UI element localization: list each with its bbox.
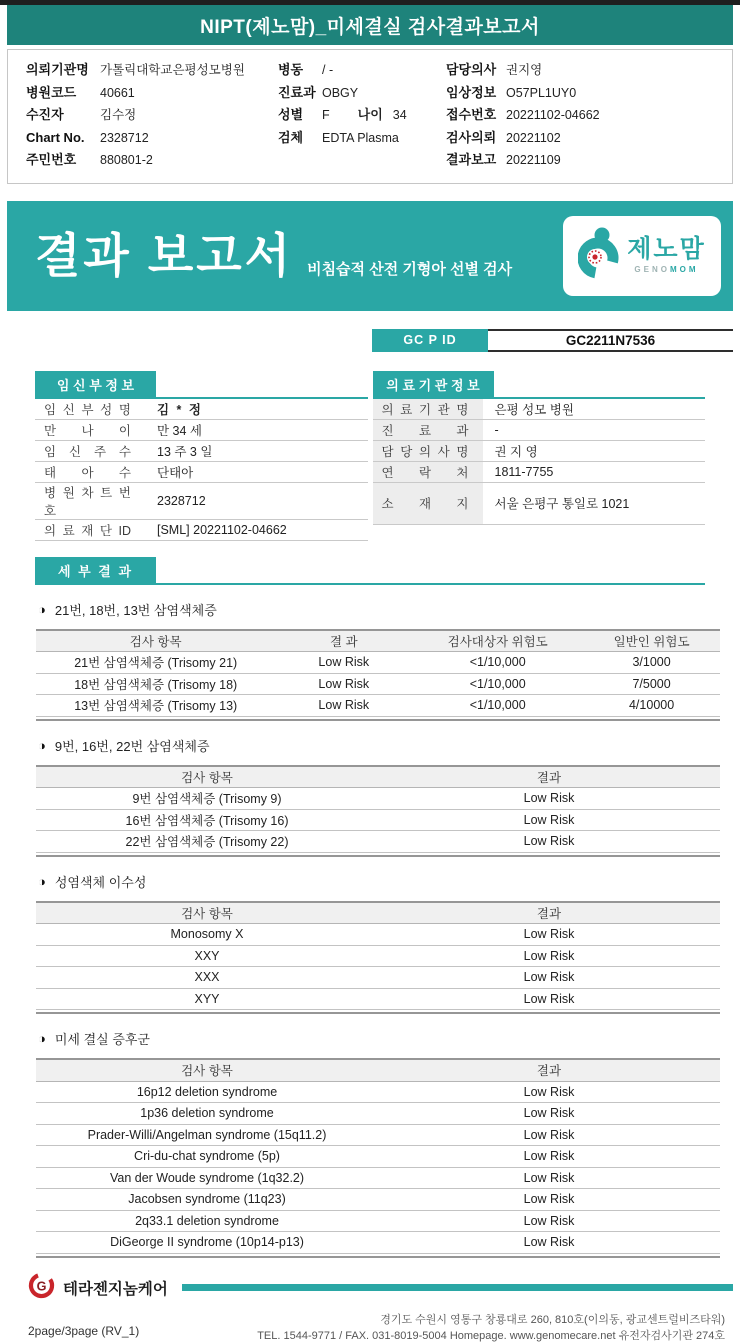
field-label: 나이: [357, 107, 383, 122]
page-footer: [28, 1272, 733, 1344]
field-label: 수진자: [26, 107, 64, 122]
table-cell: Van der Woude syndrome (1q32.2): [109, 1170, 305, 1185]
field-label: 주민번호: [26, 152, 77, 167]
info-row-value: -: [494, 422, 499, 437]
result-section-heading: [38, 1029, 740, 1048]
table-row: [36, 674, 720, 696]
field-value: OBGY: [322, 85, 359, 100]
info-row: [35, 462, 368, 483]
patient-header-row: [278, 104, 446, 127]
info-row: [35, 520, 368, 541]
result-table: [36, 629, 720, 721]
patient-header-row: [446, 104, 732, 127]
info-row: [373, 483, 706, 525]
result-table-body: [36, 924, 720, 1010]
info-row: [35, 441, 368, 462]
table-cell: Low Risk: [523, 1084, 575, 1099]
field-label: 검사의뢰: [446, 129, 497, 145]
clinic-info-table: [373, 371, 706, 541]
table-cell: 18번 삼염색체증 (Trisomy 18): [74, 677, 238, 692]
table-cell: Low Risk: [318, 676, 370, 691]
info-row-label-text: 의 료 기 관 명: [381, 402, 469, 417]
field-label: 진료과: [278, 84, 316, 100]
table-cell: XXX: [194, 970, 220, 985]
column-header: 검사대상자 위험도: [447, 634, 548, 649]
table-cell: Monosomy X: [170, 927, 244, 942]
field-label: 병동: [278, 62, 304, 77]
result-section-heading-text: 21번, 18번, 13번 삼염색체증: [54, 602, 217, 618]
table-cell: Jacobsen syndrome (11q23): [128, 1192, 286, 1207]
table-cell: 4/10000: [628, 698, 675, 713]
table-cell: <1/10,000: [469, 698, 526, 713]
table-cell: Low Risk: [523, 1192, 575, 1207]
result-table: [36, 1058, 720, 1258]
field-value: 34: [392, 108, 407, 122]
field-value: 40661: [100, 85, 135, 100]
report-title-bar: [7, 5, 733, 45]
result-table-header-row: [36, 631, 720, 653]
svg-text:G: G: [36, 1279, 47, 1294]
info-row-value: 13 주 3 일: [157, 444, 213, 459]
table-row: [36, 1082, 720, 1104]
field-value: 20221102-04662: [506, 108, 600, 122]
table-cell: 9번 삼염색체증 (Trisomy 9): [132, 792, 282, 807]
patient-header-row: [26, 104, 278, 127]
column-header: 일반인 위험도: [613, 634, 690, 649]
table-row: [36, 924, 720, 946]
result-table: [36, 765, 720, 857]
info-row: [35, 420, 368, 441]
table-row: [36, 946, 720, 968]
table-cell: 16번 삼염색체증 (Trisomy 16): [125, 813, 289, 828]
field-label: 담당의사: [446, 62, 497, 77]
info-row-value: 권 지 영: [494, 444, 538, 459]
half-circle-bullet-icon: ◑: [38, 737, 46, 753]
table-cell: Low Risk: [523, 991, 575, 1006]
info-row: [35, 399, 368, 420]
table-row: [36, 967, 720, 989]
patient-header-row: [278, 82, 446, 105]
banner-subtitle: 비침습적 산전 기형아 선별 검사: [307, 261, 513, 278]
table-cell: XYY: [194, 991, 220, 1006]
result-table-header-row: [36, 767, 720, 789]
info-row-value: 서울 은평구 통일로 1021: [494, 497, 630, 511]
table-cell: Low Risk: [523, 1170, 575, 1185]
table-cell: Low Risk: [523, 812, 575, 827]
column-header: 검사 항목: [181, 906, 233, 921]
footer-page-number: 2page/3page (RV_1): [28, 1323, 140, 1338]
info-row-label: [373, 420, 483, 440]
table-cell: Low Risk: [523, 1149, 575, 1164]
info-tables: [35, 371, 705, 541]
table-cell: XXY: [194, 948, 220, 963]
info-row-label-text: 소 재 지: [381, 497, 469, 511]
field-value: EDTA Plasma: [322, 130, 399, 145]
info-row-label: 임 신 부 성 명: [44, 402, 131, 417]
info-row: [35, 483, 368, 520]
column-header: 결 과: [329, 634, 358, 649]
patient-header-row: [446, 82, 732, 105]
detail-results-title: 세 부 결 과: [35, 557, 156, 583]
info-row-label: 의 료 재 단 ID: [44, 523, 131, 538]
table-row: [36, 810, 720, 832]
field-label: 성별: [278, 107, 304, 122]
table-cell: Prader-Willi/Angelman syndrome (15q11.2): [87, 1127, 327, 1142]
table-cell: Cri-du-chat syndrome (5p): [134, 1149, 280, 1164]
info-row-label: 태 아 수: [44, 465, 131, 480]
info-row-label: 만 나 이: [44, 423, 131, 438]
field-label: 검체: [278, 129, 304, 145]
genomom-logo: [563, 216, 721, 296]
info-row-label: 병 원 차 트 번 호: [44, 485, 131, 518]
result-section-heading: [38, 736, 740, 755]
result-table-header-row: [36, 903, 720, 925]
info-row: [373, 441, 706, 462]
field-value: 권지영: [506, 63, 543, 77]
field-value: 20221109: [506, 153, 561, 167]
info-row: [373, 420, 706, 441]
table-cell: 21번 삼염색체증 (Trisomy 21): [74, 656, 238, 671]
gcp-id-label: GC P ID: [372, 329, 488, 352]
footer-teal-bar: [182, 1284, 733, 1291]
info-row-value: 만 34 세: [157, 423, 202, 438]
mother-baby-icon: [578, 226, 620, 285]
table-cell: Low Risk: [523, 970, 575, 985]
table-cell: 13번 삼염색체증 (Trisomy 13): [74, 699, 238, 714]
field-value: 2328712: [100, 130, 149, 145]
table-cell: 2q33.1 deletion syndrome: [135, 1213, 279, 1228]
field-label: 임상정보: [446, 84, 497, 100]
gcp-id-row: [372, 329, 733, 352]
info-row-value: [SML] 20221102-04662: [157, 522, 287, 537]
mother-info-rows: [35, 397, 368, 541]
info-row-label: 임 신 주 수: [44, 444, 131, 459]
field-value: F: [322, 108, 330, 122]
result-table-header-row: [36, 1060, 720, 1082]
field-value: 20221102: [506, 130, 561, 145]
field-label: 병원코드: [26, 84, 77, 100]
info-row-label: [373, 483, 483, 524]
logo-mom: MOM: [669, 265, 699, 274]
result-table-body: [36, 788, 720, 853]
clinic-info-rows: [373, 397, 706, 525]
patient-header-row: [26, 127, 278, 150]
patient-header-box: [7, 49, 733, 184]
info-row-value: 단태아: [157, 465, 194, 480]
patient-header-col1: [26, 59, 278, 172]
footer-logo-line: [28, 1272, 733, 1304]
table-cell: DiGeorge II syndrome (10p14-p13): [110, 1235, 304, 1250]
field-value: / -: [322, 63, 334, 77]
table-row: [36, 1211, 720, 1233]
result-table: [36, 901, 720, 1015]
patient-header-row: [446, 59, 732, 82]
info-row-label-text: 담 당 의 사 명: [381, 444, 469, 459]
column-header: 검사 항목: [129, 634, 182, 649]
table-cell: 7/5000: [632, 676, 671, 691]
info-row: [373, 462, 706, 483]
mother-info-table: [35, 371, 368, 541]
logo-english: [627, 265, 705, 274]
field-label: Chart No.: [26, 129, 85, 145]
column-header: 검사 항목: [181, 1064, 233, 1079]
table-cell: Low Risk: [523, 1213, 575, 1228]
logo-text: [627, 237, 705, 274]
table-row: [36, 831, 720, 853]
result-sections: [0, 600, 740, 1258]
table-row: [36, 1146, 720, 1168]
mother-info-title: 임 신 부 정 보: [35, 371, 156, 397]
info-row: [373, 399, 706, 420]
info-row-value: 은평 성모 병원: [494, 402, 574, 417]
theragen-logo-icon: [28, 1272, 55, 1304]
table-row: [36, 1103, 720, 1125]
table-row: [36, 1189, 720, 1211]
column-header: 결과: [536, 1064, 562, 1079]
column-header: 결과: [536, 770, 562, 785]
table-row: [36, 989, 720, 1011]
patient-header-row: [26, 149, 278, 172]
table-cell: 3/1000: [632, 655, 671, 670]
field-label: 의뢰기관명: [26, 62, 89, 77]
info-row-label: [373, 441, 483, 461]
table-row: [36, 652, 720, 674]
result-section-heading: [38, 600, 740, 619]
result-section-heading-text: 미세 결실 증후군: [54, 1032, 150, 1047]
half-circle-bullet-icon: ◑: [38, 873, 46, 889]
field-label: 결과보고: [446, 152, 497, 167]
field-label: 접수번호: [446, 107, 497, 122]
field-value: 가톨릭대학교은평성모병원: [100, 63, 245, 77]
table-cell: Low Risk: [523, 948, 575, 963]
info-row-label-text: 연 락 처: [381, 465, 469, 480]
banner-title: 결과 보고서: [35, 229, 294, 282]
half-circle-bullet-icon: ◑: [38, 601, 46, 617]
result-table-body: [36, 1082, 720, 1254]
footer-contact: TEL. 1544-9771 / FAX. 031-8019-5004 Homepage. www.genomecare.net 유전자검사기관 274호: [257, 1329, 725, 1342]
patient-header-row: [446, 149, 732, 172]
table-cell: Low Risk: [318, 655, 370, 670]
table-cell: Low Risk: [318, 698, 370, 713]
gcp-id-value: GC2211N7536: [488, 329, 733, 352]
half-circle-bullet-icon: ◑: [38, 1031, 46, 1046]
table-cell: Low Risk: [523, 1106, 575, 1121]
info-row-value: 김 * 정: [157, 402, 203, 417]
table-cell: Low Risk: [523, 927, 575, 942]
table-cell: 22번 삼염색체증 (Trisomy 22): [125, 835, 289, 850]
column-header: 결과: [536, 906, 562, 921]
table-cell: <1/10,000: [469, 655, 526, 670]
footer-company-name: 테라젠지놈케어: [63, 1280, 168, 1298]
patient-header-row: [278, 59, 446, 82]
info-row-value: 1811-7755: [494, 464, 554, 479]
logo-korean: 제노맘: [627, 235, 706, 263]
table-row: [36, 1168, 720, 1190]
banner-text: [35, 201, 512, 311]
field-value: O57PL1UY0: [506, 85, 577, 100]
table-cell: 16p12 deletion syndrome: [136, 1084, 278, 1099]
clinic-info-title: 의 료 기 관 정 보: [373, 371, 494, 397]
table-row: [36, 1125, 720, 1147]
info-row-label: [373, 462, 483, 482]
table-cell: Low Risk: [523, 834, 575, 849]
patient-header-row: [26, 82, 278, 105]
footer-address: 경기도 수원시 영통구 창룡대로 260, 810호(이의동, 광교센트럴비즈타워): [380, 1313, 725, 1326]
table-cell: 1p36 deletion syndrome: [140, 1106, 274, 1121]
table-cell: Low Risk: [523, 791, 575, 806]
info-row-label: [373, 399, 483, 419]
field-value: 김수정: [100, 108, 137, 122]
patient-header-row: [26, 59, 278, 82]
result-section-heading: [38, 872, 740, 891]
patient-header-row: [278, 127, 446, 150]
patient-header-col3: [446, 59, 732, 172]
info-row-label-text: 진 료 과: [381, 423, 469, 438]
table-row: [36, 788, 720, 810]
result-table-body: [36, 652, 720, 717]
patient-header-row: [446, 127, 732, 150]
table-cell: Low Risk: [523, 1127, 575, 1142]
footer-bottom: [28, 1312, 733, 1344]
result-section-heading-text: 9번, 16번, 22번 삼염색체증: [54, 738, 210, 754]
column-header: 검사 항목: [181, 770, 233, 785]
report-title: NIPT(제노맘)_미세결실 검사결과보고서: [200, 17, 540, 38]
footer-address-block: [139, 1312, 733, 1344]
table-row: [36, 1232, 720, 1254]
result-section-heading-text: 성염색체 이수성: [54, 874, 147, 890]
info-row-value: 2328712: [157, 493, 206, 508]
logo-geno: GENO: [634, 265, 670, 274]
table-cell: <1/10,000: [469, 676, 526, 691]
patient-header-col2: [278, 59, 446, 172]
table-cell: Low Risk: [523, 1235, 575, 1250]
result-banner: [7, 201, 733, 311]
table-row: [36, 695, 720, 717]
detail-results-header: [35, 557, 705, 585]
field-value: 880801-2: [100, 153, 153, 167]
